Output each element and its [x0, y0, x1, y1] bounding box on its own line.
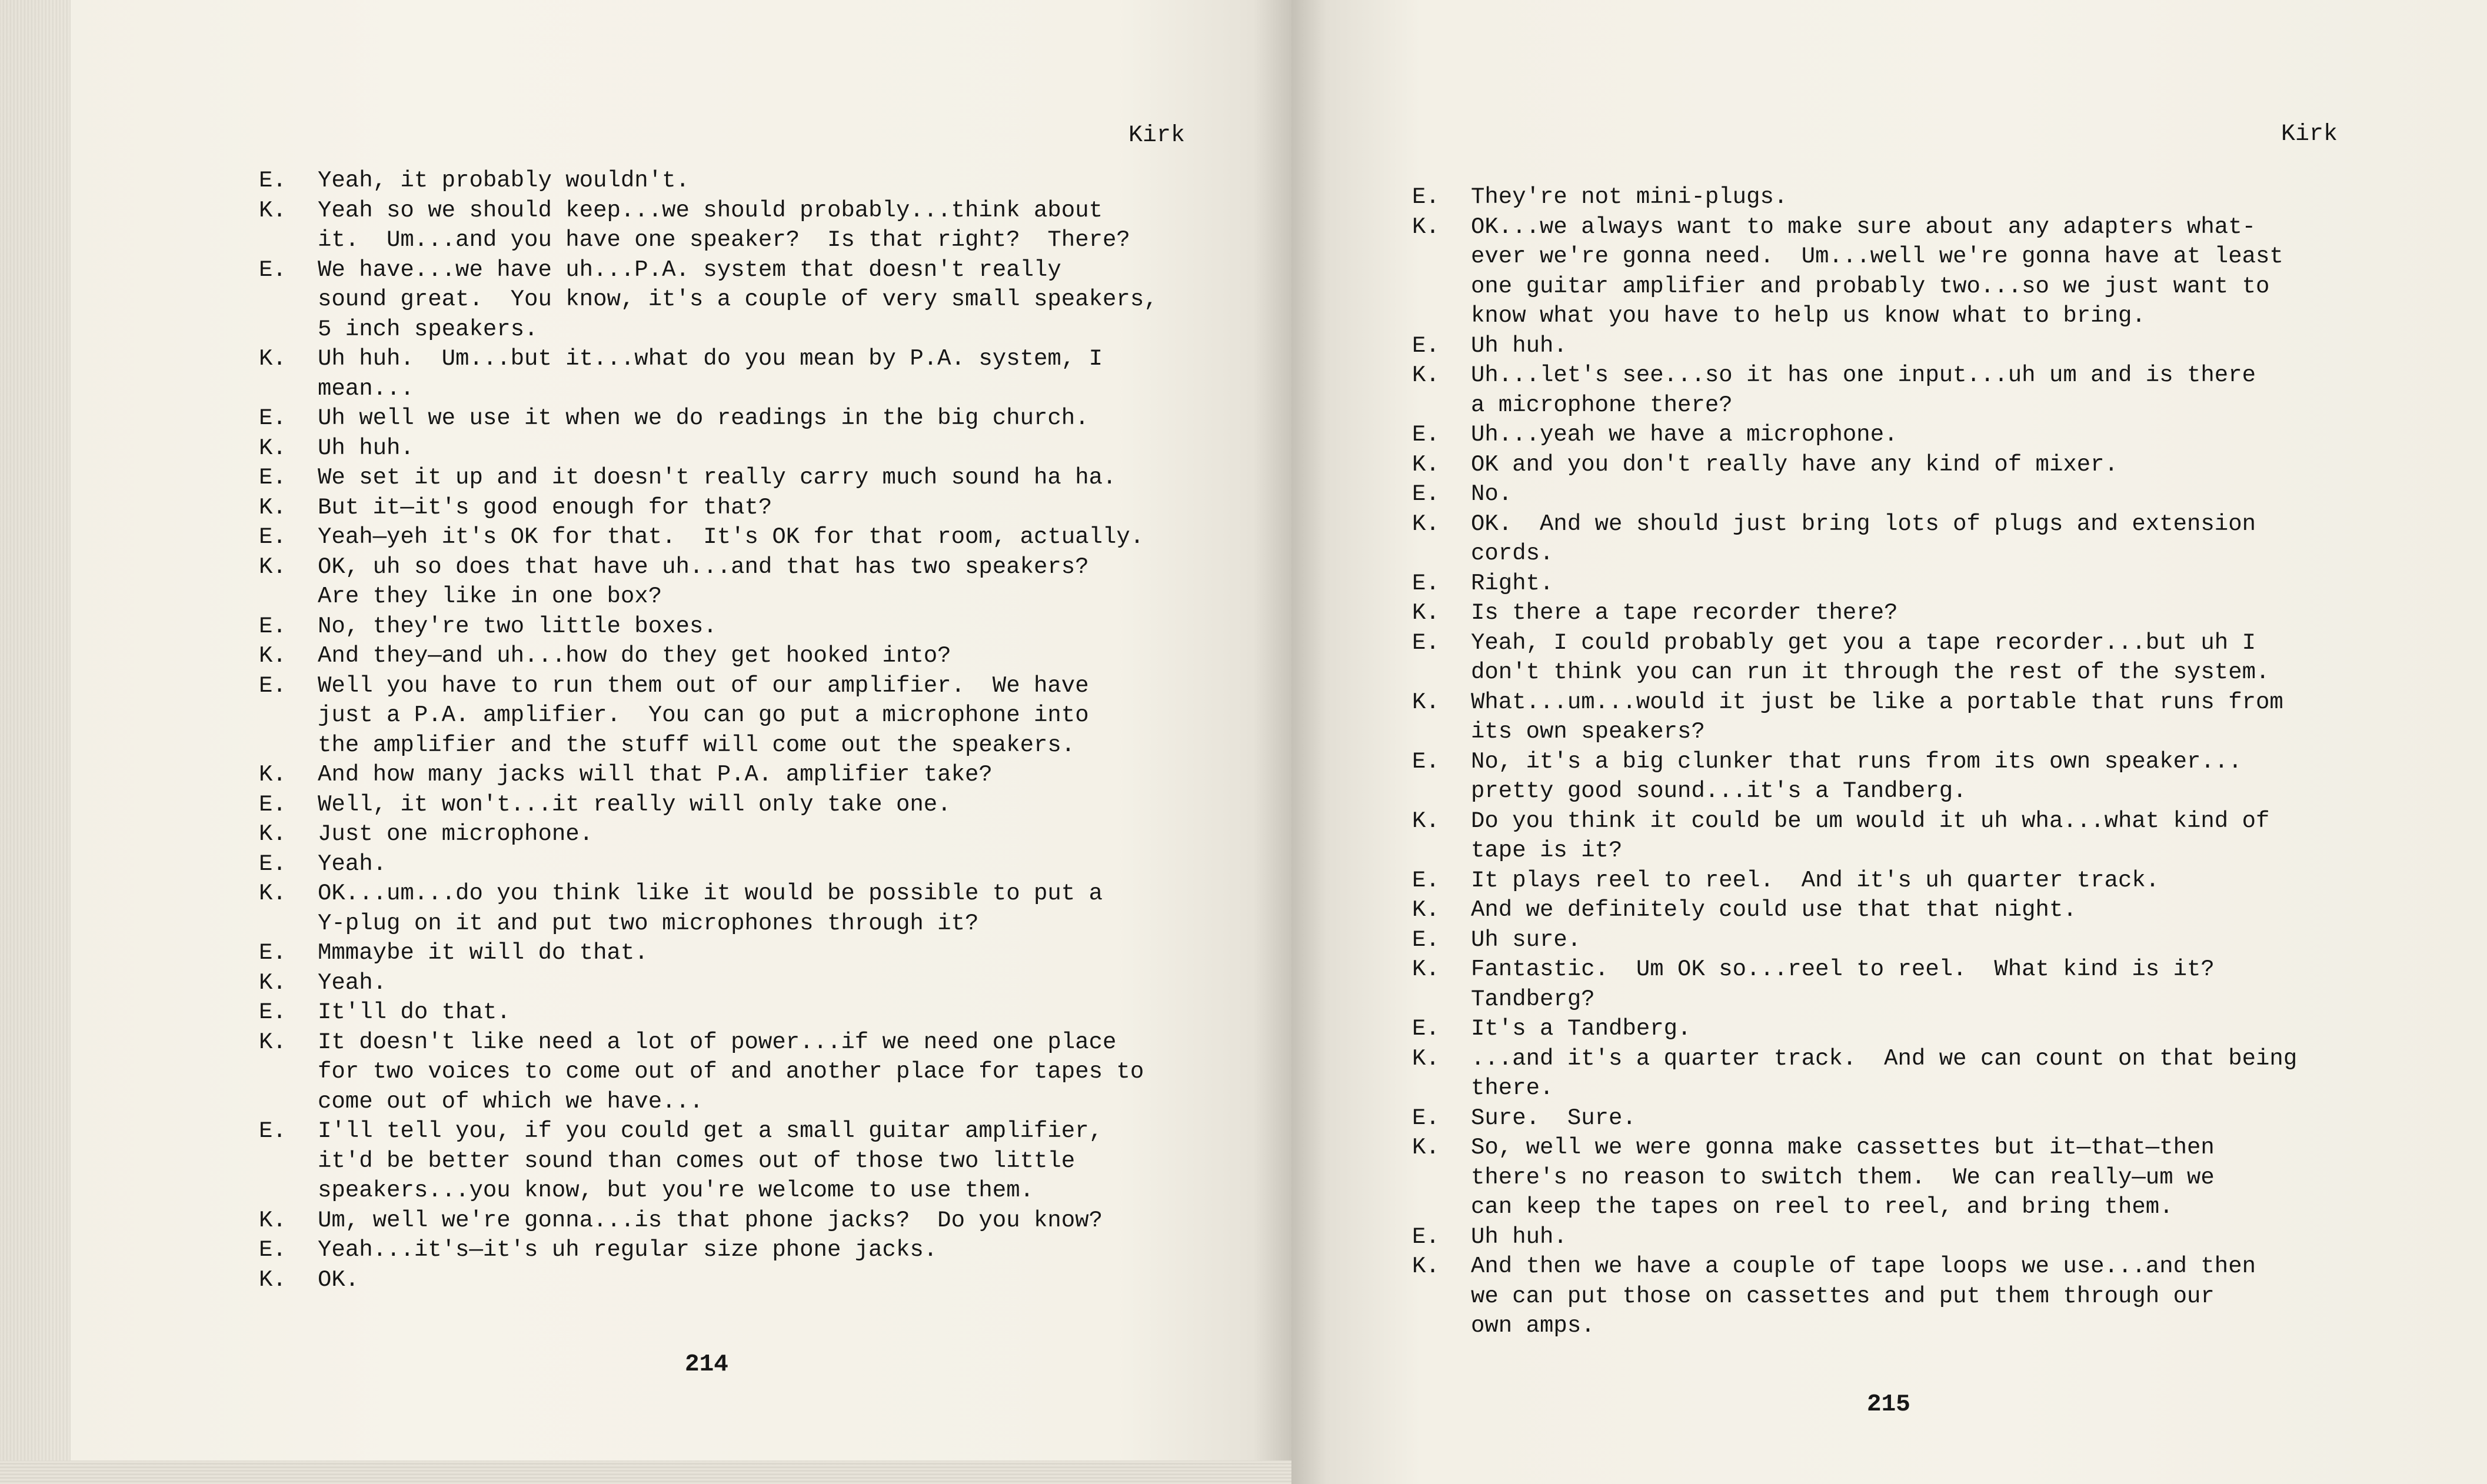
line-text: Yeah so we should keep...we should probably...think about: [318, 197, 1103, 224]
line-text: can keep the tapes on reel to reel, and bring them.: [1471, 1194, 2173, 1220]
line-text: OK and you don't really have any kind of mixer.: [1471, 451, 2118, 478]
speaker-label: E.: [1412, 332, 1440, 359]
speaker-label: [1412, 391, 1471, 421]
line-text: mean...: [318, 375, 414, 402]
line-text: tape is it?: [1471, 838, 1623, 863]
transcript-line: [1412, 955, 2465, 985]
transcript-line: [1412, 1282, 2465, 1312]
speaker-label: K.: [259, 435, 287, 461]
transcript-line: [259, 819, 1224, 849]
speaker-label: K.: [1412, 1253, 1440, 1279]
speaker-label: K.: [259, 821, 287, 847]
transcript-line: [259, 522, 1224, 552]
speaker-label: E.: [259, 999, 287, 1025]
transcript-line: [259, 701, 1224, 731]
speaker-label: K.: [259, 643, 287, 669]
speaker-label: E.: [1412, 867, 1440, 893]
speaker-label: [1412, 1073, 1471, 1103]
speaker-label: [259, 285, 318, 315]
speaker-label: E.: [1412, 184, 1440, 210]
speaker-label: K.: [1412, 808, 1440, 834]
transcript-line: [1412, 1163, 2465, 1193]
transcript-line: [259, 998, 1224, 1028]
line-text: We set it up and it doesn't really carry much sound ha ha.: [318, 465, 1117, 491]
speaker-label: E.: [259, 940, 287, 966]
line-text: Is there a tape recorder there?: [1471, 600, 1898, 626]
speaker-label: E.: [1412, 926, 1440, 953]
line-text: Yeah—yeh it's OK for that. It's OK for that room, actually.: [318, 524, 1144, 550]
transcript-line: [259, 909, 1224, 939]
line-text: we can put those on cassettes and put them through our: [1471, 1283, 2215, 1309]
speaker-label: E.: [1412, 481, 1440, 507]
transcript-line: [259, 433, 1224, 463]
line-text: Sure. Sure.: [1471, 1105, 1636, 1131]
transcript-line: [1412, 628, 2465, 658]
speaker-label: [259, 374, 318, 404]
transcript-line: [1412, 747, 2465, 777]
line-text: OK...um...do you think like it would be possible to put a: [318, 881, 1103, 906]
line-text: a microphone there?: [1471, 392, 1733, 418]
line-text: ...and it's a quarter track. And we can count on that being: [1471, 1045, 2298, 1072]
speaker-label: E.: [1412, 1105, 1440, 1131]
transcript-line: [1412, 450, 2465, 480]
speaker-label: [259, 1176, 318, 1206]
line-text: Yeah...it's—it's uh regular size phone jacks.: [318, 1237, 938, 1263]
line-text: it'd be better sound than comes out of those two little: [318, 1148, 1076, 1174]
line-text: And we definitely could use that that night.: [1471, 897, 2077, 923]
transcript-line: [1412, 391, 2465, 421]
transcript-line: [259, 582, 1224, 612]
line-text: OK...we always want to make sure about any adapters what-: [1471, 214, 2256, 240]
line-text: Uh...yeah we have a microphone.: [1471, 422, 1898, 448]
line-text: own amps.: [1471, 1313, 1595, 1339]
transcript-line: [259, 552, 1224, 582]
transcript-line: [1412, 242, 2465, 272]
transcript-line: [259, 1176, 1224, 1206]
transcript-line: [1412, 806, 2465, 836]
speaker-label: E.: [259, 851, 287, 877]
transcript-line: [259, 493, 1224, 523]
speaker-label: E.: [259, 168, 287, 194]
transcript-line: [1412, 1103, 2465, 1133]
transcript-line: [1412, 569, 2465, 599]
speaker-label: [1412, 1192, 1471, 1222]
transcript-line: [1412, 985, 2465, 1015]
line-text: What...um...would it just be like a portable that runs from: [1471, 689, 2283, 715]
speaker-label: [1412, 776, 1471, 806]
transcript-line: [1412, 420, 2465, 450]
speaker-label: [1412, 836, 1471, 866]
transcript-line: [259, 403, 1224, 433]
speaker-label: K.: [259, 1029, 287, 1055]
line-text: Right.: [1471, 570, 1554, 596]
line-text: Tandberg?: [1471, 986, 1595, 1012]
right-page: [1291, 0, 2487, 1484]
speaker-label: [1412, 301, 1471, 331]
line-text: No.: [1471, 481, 1513, 507]
transcript-line: [259, 1057, 1224, 1087]
line-text: 5 inch speakers.: [318, 316, 538, 342]
transcript-line: [1412, 925, 2465, 955]
page-stack-bottom: [0, 1460, 1291, 1484]
left-transcript: [259, 166, 1224, 1295]
speaker-label: [1412, 985, 1471, 1015]
line-text: Well you have to run them out of our amplifier. We have: [318, 672, 1089, 699]
speaker-label: K.: [1412, 362, 1440, 388]
transcript-line: [1412, 1311, 2465, 1341]
speaker-label: E.: [259, 405, 287, 431]
line-text: So, well we were gonna make cassettes but it—that—then: [1471, 1135, 2215, 1160]
transcript-line: [1412, 1222, 2465, 1252]
line-text: one guitar amplifier and probably two...so we just want to: [1471, 273, 2270, 299]
transcript-line: [259, 731, 1224, 761]
speaker-label: K.: [259, 762, 287, 788]
line-text: sound great. You know, it's a couple of very small speakers,: [318, 286, 1158, 312]
right-transcript: [1412, 182, 2465, 1341]
line-text: its own speakers?: [1471, 719, 1705, 745]
line-text: No, it's a big clunker that runs from its own speaker...: [1471, 748, 2242, 775]
line-text: Mmmaybe it will do that.: [318, 940, 648, 966]
transcript-line: [1412, 361, 2465, 391]
line-text: We have...we have uh...P.A. system that doesn't really: [318, 256, 1061, 283]
transcript-line: [1412, 1133, 2465, 1163]
transcript-line: [259, 285, 1224, 315]
speaker-label: K.: [1412, 600, 1440, 626]
transcript-line: [1412, 331, 2465, 361]
line-text: pretty good sound...it's a Tandberg.: [1471, 778, 1967, 804]
transcript-line: [1412, 598, 2465, 628]
transcript-line: [259, 879, 1224, 909]
line-text: know what you have to help us know what to bring.: [1471, 303, 2146, 329]
transcript-line: [259, 166, 1224, 196]
speaker-label: K.: [259, 881, 287, 906]
speaker-label: [1412, 1282, 1471, 1312]
line-text: I'll tell you, if you could get a small guitar amplifier,: [318, 1118, 1103, 1144]
speaker-label: K.: [1412, 511, 1440, 537]
line-text: Uh well we use it when we do readings in the big church.: [318, 405, 1089, 431]
transcript-line: [1412, 1044, 2465, 1074]
line-text: OK, uh so does that have uh...and that has two speakers?: [318, 553, 1089, 580]
transcript-line: [259, 612, 1224, 642]
transcript-line: [259, 1146, 1224, 1176]
transcript-line: [259, 849, 1224, 879]
line-text: They're not mini-plugs.: [1471, 184, 1788, 210]
line-text: Uh huh.: [1471, 1223, 1567, 1250]
line-text: Y-plug on it and put two microphones through it?: [318, 910, 979, 936]
transcript-line: [259, 196, 1224, 226]
speaker-label: K.: [1412, 689, 1440, 715]
speaker-label: K.: [1412, 897, 1440, 923]
transcript-line: [259, 1265, 1224, 1295]
transcript-line: [259, 374, 1224, 404]
speaker-label: [259, 315, 318, 345]
speaker-label: [1412, 272, 1471, 302]
speaker-label: E.: [1412, 1223, 1440, 1250]
speaker-label: K.: [259, 494, 287, 521]
transcript-line: [259, 1235, 1224, 1265]
transcript-line: [1412, 212, 2465, 242]
speaker-label: K.: [259, 1266, 287, 1293]
speaker-label: E.: [259, 524, 287, 550]
speaker-label: K.: [1412, 451, 1440, 478]
speaker-label: K.: [259, 553, 287, 580]
line-text: don't think you can run it through the rest of the system.: [1471, 659, 2270, 685]
left-running-header: Kirk: [1128, 122, 1186, 149]
line-text: there.: [1471, 1075, 1554, 1101]
page-stack-edge: [0, 0, 71, 1484]
line-text: Well, it won't...it really will only take one.: [318, 791, 951, 818]
transcript-line: [259, 1206, 1224, 1236]
line-text: Uh huh. Um...but it...what do you mean by P.A. system, I: [318, 346, 1103, 372]
transcript-line: [259, 938, 1224, 968]
speaker-label: [1412, 242, 1471, 272]
speaker-label: K.: [1412, 956, 1440, 982]
speaker-label: [259, 731, 318, 761]
line-text: It plays reel to reel. And it's uh quarter track.: [1471, 867, 2160, 893]
speaker-label: E.: [259, 791, 287, 818]
left-page-number: 214: [685, 1351, 728, 1378]
line-text: come out of which we have...: [318, 1088, 704, 1115]
transcript-line: [1412, 688, 2465, 718]
transcript-line: [1412, 1073, 2465, 1103]
line-text: But it—it's good enough for that?: [318, 494, 773, 521]
line-text: Uh...let's see...so it has one input...uh um and is there: [1471, 362, 2256, 388]
transcript-line: [1412, 301, 2465, 331]
line-text: it. Um...and you have one speaker? Is that right? There?: [318, 227, 1130, 253]
speaker-label: E.: [259, 256, 287, 283]
speaker-label: E.: [1412, 422, 1440, 448]
transcript-line: [1412, 1192, 2465, 1222]
speaker-label: [259, 1087, 318, 1117]
line-text: And then we have a couple of tape loops we use...and then: [1471, 1253, 2256, 1279]
speaker-label: K.: [1412, 1045, 1440, 1072]
line-text: speakers...you know, but you're welcome to use them.: [318, 1178, 1034, 1203]
transcript-line: [1412, 509, 2465, 539]
transcript-line: [259, 344, 1224, 374]
transcript-line: [259, 641, 1224, 671]
line-text: Yeah.: [318, 969, 387, 996]
transcript-line: [259, 255, 1224, 285]
transcript-line: [259, 760, 1224, 790]
line-text: Uh huh.: [318, 435, 414, 461]
speaker-label: E.: [1412, 570, 1440, 596]
speaker-label: E.: [259, 613, 287, 639]
line-text: And they—and uh...how do they get hooked into?: [318, 643, 951, 669]
line-text: And how many jacks will that P.A. amplifier take?: [318, 762, 993, 788]
line-text: the amplifier and the stuff will come out the speakers.: [318, 732, 1076, 758]
transcript-line: [1412, 182, 2465, 212]
speaker-label: [259, 1057, 318, 1087]
speaker-label: E.: [259, 1118, 287, 1144]
speaker-label: [259, 225, 318, 255]
line-text: It'll do that.: [318, 999, 511, 1025]
line-text: ever we're gonna need. Um...well we're gonna have at least: [1471, 244, 2283, 269]
speaker-label: [1412, 539, 1471, 569]
speaker-label: [259, 582, 318, 612]
speaker-label: K.: [259, 1207, 287, 1233]
speaker-label: K.: [1412, 214, 1440, 240]
speaker-label: E.: [259, 465, 287, 491]
right-running-header: Kirk: [2281, 121, 2338, 148]
line-text: OK. And we should just bring lots of plugs and extension: [1471, 511, 2256, 537]
line-text: Yeah.: [318, 851, 387, 877]
speaker-label: [259, 701, 318, 731]
transcript-line: [1412, 1252, 2465, 1282]
line-text: Do you think it could be um would it uh wha...what kind of: [1471, 808, 2270, 834]
line-text: cords.: [1471, 541, 1554, 566]
line-text: No, they're two little boxes.: [318, 613, 717, 639]
transcript-line: [259, 225, 1224, 255]
line-text: Just one microphone.: [318, 821, 594, 847]
line-text: Uh huh.: [1471, 332, 1567, 359]
transcript-line: [1412, 717, 2465, 747]
transcript-line: [1412, 479, 2465, 509]
line-text: It's a Tandberg.: [1471, 1016, 1692, 1042]
right-page-number: 215: [1867, 1391, 1910, 1418]
line-text: Um, well we're gonna...is that phone jacks? Do you know?: [318, 1207, 1103, 1233]
transcript-line: [1412, 836, 2465, 866]
transcript-line: [259, 315, 1224, 345]
transcript-line: [259, 790, 1224, 820]
speaker-label: K.: [1412, 1135, 1440, 1160]
transcript-line: [259, 671, 1224, 701]
transcript-line: [1412, 895, 2465, 925]
transcript-line: [259, 968, 1224, 998]
speaker-label: [259, 909, 318, 939]
speaker-label: [1412, 717, 1471, 747]
transcript-line: [259, 463, 1224, 493]
line-text: Yeah, it probably wouldn't.: [318, 168, 690, 194]
transcript-line: [1412, 539, 2465, 569]
speaker-label: E.: [1412, 629, 1440, 656]
speaker-label: K.: [259, 346, 287, 372]
line-text: Uh sure.: [1471, 926, 1582, 953]
transcript-line: [1412, 272, 2465, 302]
line-text: It doesn't like need a lot of power...if we need one place: [318, 1029, 1117, 1055]
transcript-line: [1412, 776, 2465, 806]
line-text: Are they like in one box?: [318, 583, 662, 609]
speaker-label: [1412, 1311, 1471, 1341]
line-text: for two voices to come out of and another place for tapes to: [318, 1059, 1144, 1085]
line-text: there's no reason to switch them. We can really—um we: [1471, 1164, 2215, 1190]
transcript-line: [259, 1116, 1224, 1146]
transcript-line: [1412, 658, 2465, 688]
line-text: just a P.A. amplifier. You can go put a microphone into: [318, 702, 1089, 728]
speaker-label: E.: [1412, 1016, 1440, 1042]
transcript-line: [1412, 1014, 2465, 1044]
transcript-line: [259, 1028, 1224, 1058]
line-text: Fantastic. Um OK so...reel to reel. What kind is it?: [1471, 956, 2215, 982]
line-text: OK.: [318, 1266, 359, 1293]
speaker-label: E.: [259, 672, 287, 699]
speaker-label: K.: [259, 969, 287, 996]
speaker-label: [1412, 1163, 1471, 1193]
transcript-line: [259, 1087, 1224, 1117]
line-text: Yeah, I could probably get you a tape recorder...but uh I: [1471, 629, 2256, 656]
speaker-label: [1412, 658, 1471, 688]
speaker-label: E.: [259, 1237, 287, 1263]
speaker-label: [259, 1146, 318, 1176]
speaker-label: K.: [259, 197, 287, 224]
transcript-line: [1412, 866, 2465, 896]
speaker-label: E.: [1412, 748, 1440, 775]
